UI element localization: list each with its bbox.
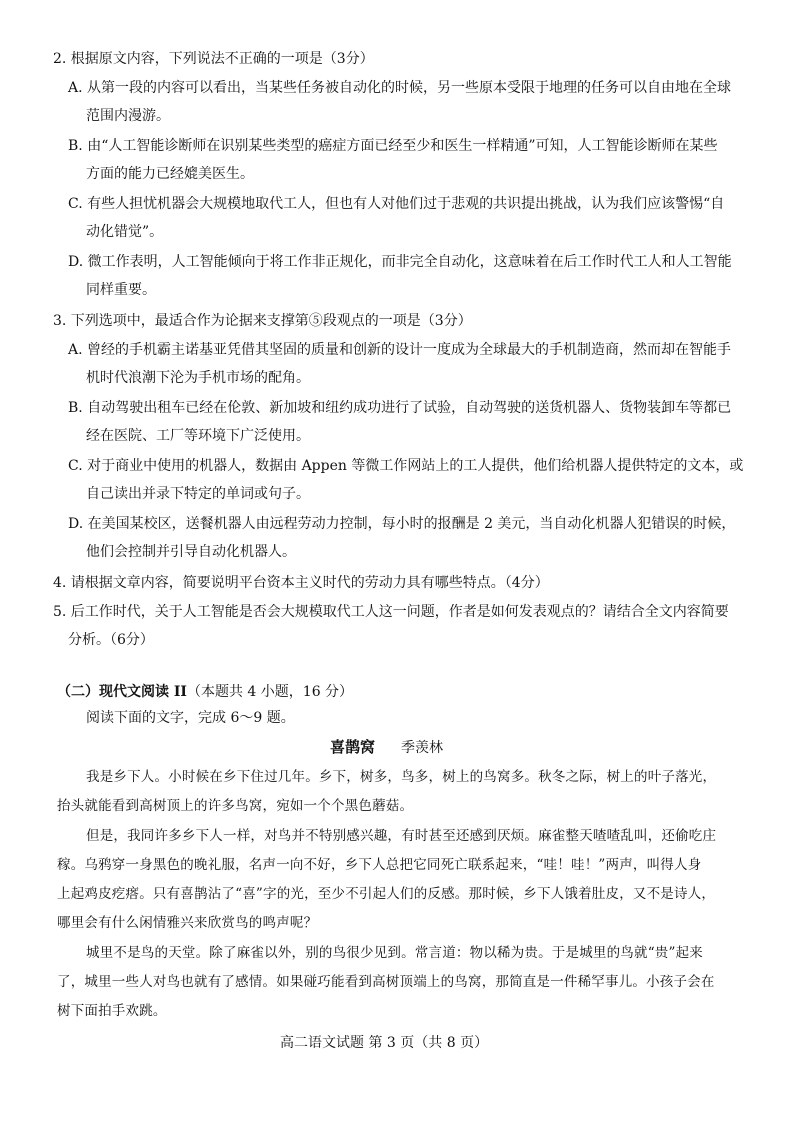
q4-text: 4. 请根据文章内容，简要说明平台资本主义时代的劳动力具有哪些特点。（4分） <box>53 575 549 591</box>
article-p3-line1: 城里不是鸟的天堂。除了麻雀以外，别的鸟很少见到。常言道：物以稀为贵。于是城里的鸟就“贵”起来 <box>86 945 704 961</box>
q3-option-a-line2: 机时代浪潮下沦为手机市场的配角。 <box>86 370 310 386</box>
q5-line2: 分析。（6分） <box>68 632 154 648</box>
article-title: 喜鹊窝 <box>330 738 376 756</box>
q3-option-c-line2: 自己读出并录下特定的单词或句子。 <box>86 486 310 502</box>
q2-option-c-line1: C. 有些人担忧机器会大规模地取代工人，但也有人对他们过于悲观的共识提出挑战，认为我们应该警惕“自 <box>68 196 725 212</box>
article-p1-line1: 我是乡下人。小时候在乡下住过几年。乡下，树多，鸟多，树上的鸟窝多。秋冬之际，树上的叶子落光， <box>86 769 717 785</box>
q3-option-d-line1: D. 在美国某校区，送餐机器人由远程劳动力控制，每小时的报酬是 2 美元，当自动化机器人犯错误的时候， <box>68 516 736 532</box>
q2-option-b-line2: 方面的能力已经媲美医生。 <box>86 166 254 182</box>
article-p2-line4: 哪里会有什么闲情雅兴来欣赏鸟的鸣声呢？ <box>57 915 318 931</box>
article-p1-line2: 抬头就能看到高树顶上的许多鸟窝，宛如一个个黑色蘑菇。 <box>57 798 414 814</box>
q3-option-a-line1: A. 曾经的手机霸主诺基亚凭借其坚固的质量和创新的设计一度成为全球最大的手机制造商，然而却在智能手 <box>68 342 732 358</box>
q2-option-d-line1: D. 微工作表明，人工智能倾向于将工作非正规化，而非完全自动化，这意味着在后工作时代工人和人工智能 <box>68 254 732 270</box>
section-instruction: 阅读下面的文字，完成 6～9 题。 <box>86 710 295 726</box>
article-p2-line3: 上起鸡皮疙瘩。只有喜鹊沾了“喜”字的光，至少不引起人们的反感。那时候，乡下人饿着肚皮，又不是诗人， <box>57 886 716 902</box>
article-p3-line3: 树下面拍手欢跳。 <box>57 1003 167 1019</box>
q5-line1: 5. 后工作时代，关于人工智能是否会大规模取代工人这一问题，作者是如何发表观点的？请结合全文内容简要 <box>53 604 729 620</box>
q2-option-b-line1: B. 由“人工智能诊断师在识别某些类型的癌症方面已经至少和医生一样精通”可知，人工智能诊断师在某些 <box>68 138 718 154</box>
q3-option-b-line2: 经在医院、工厂等环境下广泛使用。 <box>86 428 310 444</box>
article-heading <box>330 738 443 757</box>
article-p3-line2: 了，城里一些人对鸟也就有了感情。如果碰巧能看到高树顶端上的鸟窝，那简直是一件稀罕事儿。小孩子会在 <box>57 974 715 990</box>
article-p2-line2: 稼。乌鸦穿一身黑色的晚礼服，名声一向不好，乡下人总把它同死亡联系起来，“哇！哇！”两声，叫得人身 <box>57 857 702 873</box>
q3-option-d-line2: 他们会控制并引导自动化机器人。 <box>86 544 296 560</box>
q2-option-a-line1: A. 从第一段的内容可以看出，当某些任务被自动化的时候，另一些原本受限于地理的任务可以自由地在全球 <box>68 80 732 96</box>
q3-option-b-line1: B. 自动驾驶出租车已经在伦敦、新加坡和纽约成功进行了试验，自动驾驶的送货机器人、货物装卸车等都已 <box>68 400 732 416</box>
q2-option-d-line2: 同样重要。 <box>86 282 156 298</box>
q3-option-c-line1: C. 对于商业中使用的机器人，数据由 Appen 等微工作网站上的工人提供，他们给机器人提供特定的文本，或 <box>68 458 744 474</box>
section-heading <box>57 683 353 701</box>
page-footer: 高二语文试题 第 3 页（共 8 页） <box>280 1035 489 1051</box>
section-title: （二）现代文阅读 II <box>57 684 187 700</box>
section-note: （本题共 4 小题，16 分） <box>186 684 354 700</box>
q3-stem: 3. 下列选项中，最适合作为论据来支撑第⑤段观点的一项是（3分） <box>53 313 472 329</box>
q2-stem: 2. 根据原文内容，下列说法不正确的一项是（3分） <box>53 51 374 67</box>
article-p2-line1: 但是，我同许多乡下人一样，对鸟并不特别感兴趣，有时甚至还感到厌烦。麻雀整天喳喳乱叫，还偷吃庄 <box>86 828 717 844</box>
q2-option-a-line2: 范围内漫游。 <box>86 108 170 124</box>
article-author: 季羡林 <box>401 740 444 756</box>
q2-option-c-line2: 动化错觉”。 <box>86 224 164 240</box>
